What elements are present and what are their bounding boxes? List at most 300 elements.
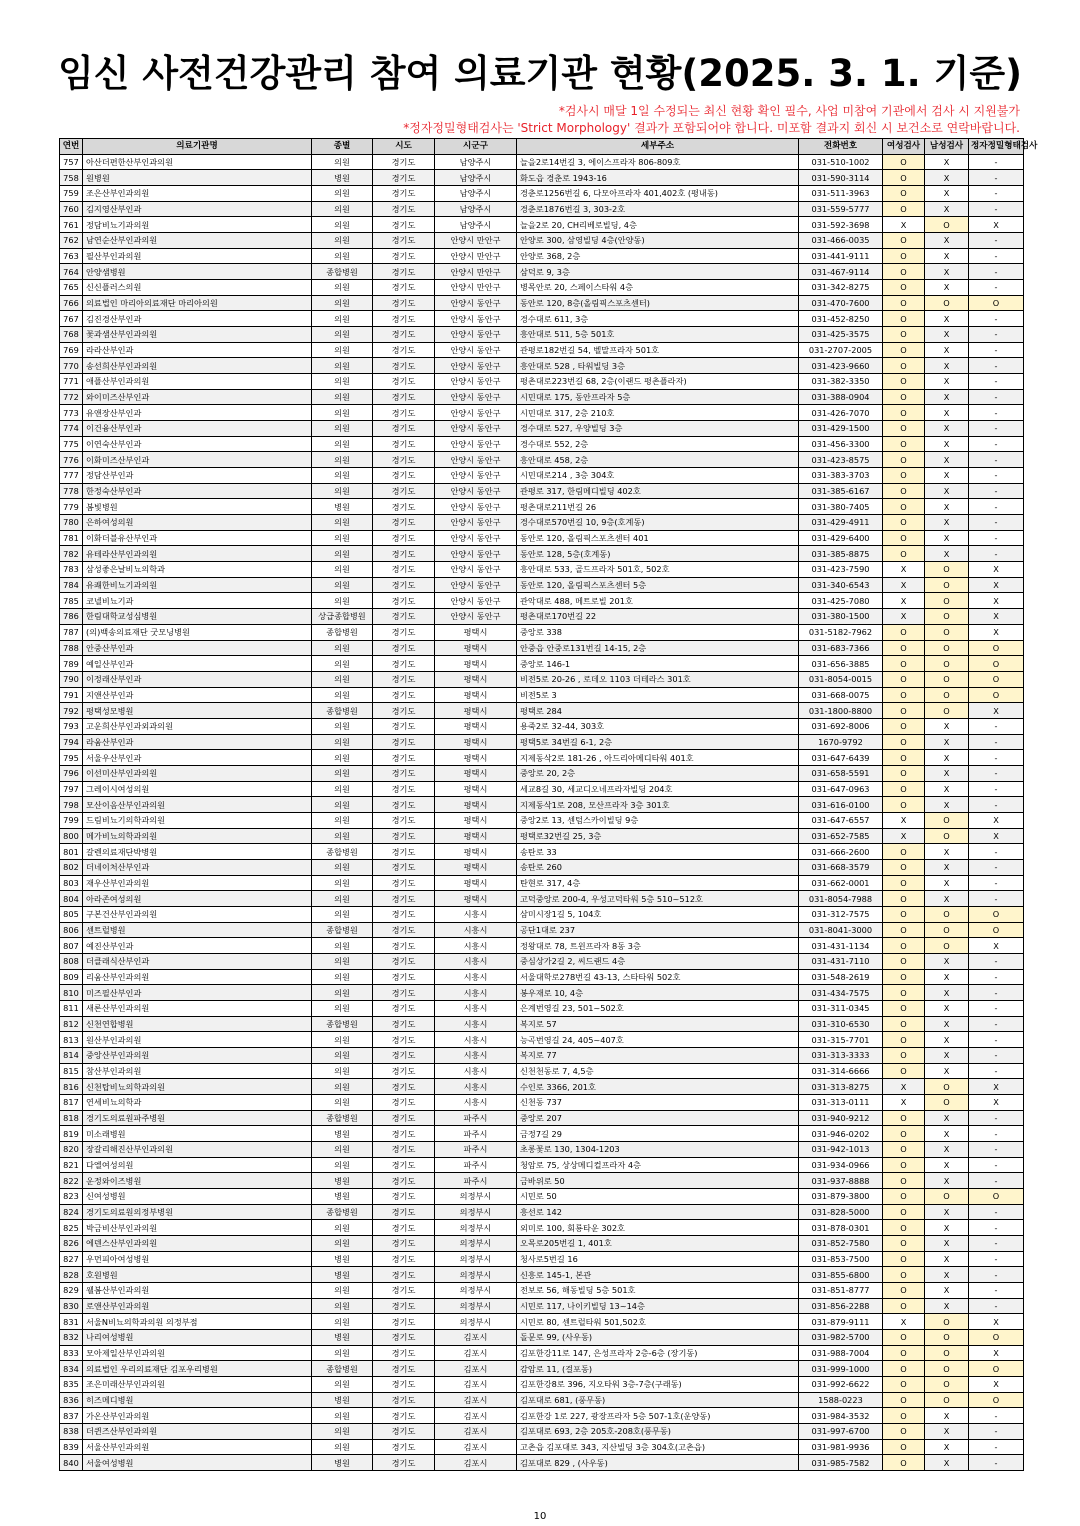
table-row: [60, 891, 1024, 907]
cell-female-test: X: [883, 828, 925, 844]
cell-address: 김포대로 681, (풍무동): [517, 1392, 799, 1408]
cell-name: 김진경산부인과: [83, 311, 312, 327]
cell-phone: 031-668-3579: [799, 859, 883, 875]
cell-name: 참산부인과의원: [83, 1063, 312, 1079]
cell-name: 애플산부인과의원: [83, 374, 312, 390]
cell-name: 안중산부인과: [83, 640, 312, 656]
cell-morphology-test: O: [969, 1189, 1024, 1205]
cell-male-test: X: [925, 1016, 969, 1032]
cell-morphology-test: -: [969, 1173, 1024, 1189]
cell-male-test: X: [925, 781, 969, 797]
cell-type: 의원: [312, 1063, 373, 1079]
page-number: 10: [533, 1511, 547, 1522]
cell-no: 763: [60, 248, 83, 264]
cell-type: 의원: [312, 389, 373, 405]
cell-male-test: O: [925, 1189, 969, 1205]
cell-morphology-test: -: [969, 483, 1024, 499]
cell-city: 평택시: [435, 891, 517, 907]
cell-type: 병원: [312, 1392, 373, 1408]
cell-female-test: X: [883, 562, 925, 578]
cell-morphology-test: X: [969, 1377, 1024, 1393]
cell-province: 경기도: [373, 687, 435, 703]
cell-no: 815: [60, 1063, 83, 1079]
cell-address: 시민대로 175, 동안프라자 5층: [517, 389, 799, 405]
cell-phone: 031-851-8777: [799, 1283, 883, 1299]
cell-male-test: X: [925, 1173, 969, 1189]
cell-province: 경기도: [373, 389, 435, 405]
cell-male-test: X: [925, 1000, 969, 1016]
table-row: [60, 264, 1024, 280]
cell-province: 경기도: [373, 859, 435, 875]
cell-address: 김포대로 829 , (사우동): [517, 1455, 799, 1471]
cell-city: 평택시: [435, 859, 517, 875]
cell-address: 중앙2로 13, 센텀스카이빌딩 9층: [517, 812, 799, 828]
cell-address: 청사로5번길 16: [517, 1251, 799, 1267]
cell-city: 안양시 동안구: [435, 311, 517, 327]
cell-morphology-test: -: [969, 859, 1024, 875]
cell-type: 종합병원: [312, 1016, 373, 1032]
cell-female-test: O: [883, 1157, 925, 1173]
cell-morphology-test: -: [969, 985, 1024, 1001]
cell-type: 의원: [312, 577, 373, 593]
cell-no: 795: [60, 750, 83, 766]
table-row: [60, 499, 1024, 515]
cell-no: 828: [60, 1267, 83, 1283]
table-row: [60, 1236, 1024, 1252]
cell-female-test: O: [883, 640, 925, 656]
cell-female-test: O: [883, 1189, 925, 1205]
cell-no: 818: [60, 1110, 83, 1126]
cell-address: 동안로 120, 올림픽스포츠센터 401: [517, 530, 799, 546]
cell-name: 그레이시여성의원: [83, 781, 312, 797]
cell-phone: 031-423-9660: [799, 358, 883, 374]
cell-name: 더네이처산부인과: [83, 859, 312, 875]
cell-address: 지제동삭2로 181-26 , 아드리아메디타워 401호: [517, 750, 799, 766]
cell-type: 의원: [312, 342, 373, 358]
table-row: [60, 734, 1024, 750]
cell-phone: 031-878-0301: [799, 1220, 883, 1236]
cell-type: 의원: [312, 1142, 373, 1158]
cell-name: 은하여성의원: [83, 515, 312, 531]
cell-no: 825: [60, 1220, 83, 1236]
cell-female-test: O: [883, 295, 925, 311]
cell-province: 경기도: [373, 1204, 435, 1220]
cell-no: 761: [60, 217, 83, 233]
cell-female-test: O: [883, 1267, 925, 1283]
cell-name: 경기도의료원의정부병원: [83, 1204, 312, 1220]
cell-phone: 031-311-0345: [799, 1000, 883, 1016]
cell-address: 병목안로 20, 스페이스타워 4층: [517, 280, 799, 296]
cell-phone: 031-456-3300: [799, 436, 883, 452]
cell-city: 남양주시: [435, 154, 517, 170]
cell-male-test: O: [925, 938, 969, 954]
cell-female-test: O: [883, 311, 925, 327]
cell-morphology-test: X: [969, 593, 1024, 609]
cell-female-test: O: [883, 1455, 925, 1471]
table-row: [60, 342, 1024, 358]
cell-morphology-test: O: [969, 671, 1024, 687]
cell-province: 경기도: [373, 374, 435, 390]
cell-female-test: O: [883, 201, 925, 217]
cell-no: 782: [60, 546, 83, 562]
cell-morphology-test: -: [969, 374, 1024, 390]
cell-type: 병원: [312, 1126, 373, 1142]
table-row: [60, 969, 1024, 985]
cell-type: 의원: [312, 671, 373, 687]
cell-male-test: X: [925, 1110, 969, 1126]
cell-province: 경기도: [373, 906, 435, 922]
table-row: [60, 1251, 1024, 1267]
cell-address: 용죽2로 32-44, 303호: [517, 718, 799, 734]
table-row: [60, 640, 1024, 656]
cell-address: 평택5로 34번길 6-1, 2층: [517, 734, 799, 750]
cell-type: 의원: [312, 1094, 373, 1110]
cell-female-test: O: [883, 436, 925, 452]
cell-no: 798: [60, 797, 83, 813]
cell-address: 김포한강 1로 227, 광장프라자 5층 507-1호(운양동): [517, 1408, 799, 1424]
table-row: [60, 875, 1024, 891]
cell-address: 청암로 75, 상상메디컬프라자 4층: [517, 1157, 799, 1173]
cell-province: 경기도: [373, 1267, 435, 1283]
table-row: [60, 1016, 1024, 1032]
cell-male-test: X: [925, 1236, 969, 1252]
cell-male-test: X: [925, 530, 969, 546]
cell-phone: 031-668-0075: [799, 687, 883, 703]
cell-morphology-test: -: [969, 1408, 1024, 1424]
cell-phone: 1670-9792: [799, 734, 883, 750]
cell-name: 리움산부인과의원: [83, 969, 312, 985]
cell-female-test: O: [883, 327, 925, 343]
cell-morphology-test: O: [969, 1361, 1024, 1377]
cell-type: 종합병원: [312, 624, 373, 640]
cell-type: 의원: [312, 327, 373, 343]
cell-male-test: O: [925, 1361, 969, 1377]
notice-line-1: *검사시 매달 1일 수정되는 최신 현황 확인 필수, 사업 미참여 기관에서 검사 시 지원불가: [558, 104, 1020, 118]
cell-province: 경기도: [373, 154, 435, 170]
cell-address: 동안로 120, 8층(올림픽스포츠센터): [517, 295, 799, 311]
table-row: [60, 1267, 1024, 1283]
cell-male-test: O: [925, 656, 969, 672]
cell-type: 종합병원: [312, 1110, 373, 1126]
cell-female-test: O: [883, 1126, 925, 1142]
cell-female-test: O: [883, 703, 925, 719]
cell-phone: 031-982-5700: [799, 1330, 883, 1346]
cell-city: 의정부시: [435, 1236, 517, 1252]
cell-city: 안양시 동안구: [435, 577, 517, 593]
cell-morphology-test: X: [969, 1079, 1024, 1095]
cell-no: 790: [60, 671, 83, 687]
cell-address: 외미로 100, 회룡타운 302호: [517, 1220, 799, 1236]
cell-male-test: X: [925, 750, 969, 766]
cell-no: 786: [60, 609, 83, 625]
cell-phone: 031-692-8006: [799, 718, 883, 734]
cell-city: 파주시: [435, 1110, 517, 1126]
table-row: [60, 452, 1024, 468]
cell-female-test: O: [883, 170, 925, 186]
cell-address: 화도읍 경춘로 1943-16: [517, 170, 799, 186]
cell-province: 경기도: [373, 1314, 435, 1330]
cell-province: 경기도: [373, 421, 435, 437]
cell-type: 의원: [312, 421, 373, 437]
cell-province: 경기도: [373, 499, 435, 515]
cell-male-test: X: [925, 859, 969, 875]
cell-male-test: X: [925, 1126, 969, 1142]
cell-male-test: X: [925, 154, 969, 170]
cell-female-test: O: [883, 969, 925, 985]
cell-female-test: O: [883, 985, 925, 1001]
cell-male-test: O: [925, 1094, 969, 1110]
cell-province: 경기도: [373, 1345, 435, 1361]
cell-morphology-test: -: [969, 154, 1024, 170]
cell-name: 꽃과샘산부인과의원: [83, 327, 312, 343]
cell-morphology-test: -: [969, 327, 1024, 343]
cell-female-test: O: [883, 1000, 925, 1016]
cell-province: 경기도: [373, 1142, 435, 1158]
cell-province: 경기도: [373, 1298, 435, 1314]
cell-city: 안양시 동안구: [435, 468, 517, 484]
cell-male-test: O: [925, 687, 969, 703]
cell-no: 817: [60, 1094, 83, 1110]
cell-morphology-test: -: [969, 1251, 1024, 1267]
cell-phone: 031-8054-0015: [799, 671, 883, 687]
cell-morphology-test: -: [969, 891, 1024, 907]
cell-female-test: O: [883, 468, 925, 484]
cell-province: 경기도: [373, 1110, 435, 1126]
cell-name: 중앙산부인과의원: [83, 1047, 312, 1063]
cell-address: 시민로 80, 센트럴타워 501,502호: [517, 1314, 799, 1330]
cell-male-test: X: [925, 1157, 969, 1173]
cell-city: 시흥시: [435, 938, 517, 954]
cell-name: 라움산부인과: [83, 734, 312, 750]
cell-name: 의료법인 우리의료재단 김포우리병원: [83, 1361, 312, 1377]
cell-province: 경기도: [373, 1079, 435, 1095]
cell-address: 공단1대로 237: [517, 922, 799, 938]
cell-type: 의원: [312, 765, 373, 781]
cell-female-test: O: [883, 389, 925, 405]
cell-type: 의원: [312, 1439, 373, 1455]
cell-male-test: X: [925, 1204, 969, 1220]
cell-city: 김포시: [435, 1361, 517, 1377]
cell-city: 안양시 동안구: [435, 483, 517, 499]
cell-phone: 031-314-6666: [799, 1063, 883, 1079]
cell-male-test: X: [925, 1267, 969, 1283]
cell-address: 김포한강8로 396, 지오타워 3층-7층(구래동): [517, 1377, 799, 1393]
cell-no: 787: [60, 624, 83, 640]
cell-name: 우먼피아여성병원: [83, 1251, 312, 1267]
cell-female-test: O: [883, 499, 925, 515]
table-row: [60, 562, 1024, 578]
table-row: [60, 953, 1024, 969]
cell-morphology-test: -: [969, 248, 1024, 264]
table-row: [60, 1314, 1024, 1330]
cell-female-test: O: [883, 280, 925, 296]
cell-city: 김포시: [435, 1439, 517, 1455]
cell-female-test: O: [883, 1377, 925, 1393]
cell-morphology-test: -: [969, 1236, 1024, 1252]
cell-no: 800: [60, 828, 83, 844]
cell-type: 의원: [312, 718, 373, 734]
table-row: [60, 217, 1024, 233]
cell-no: 759: [60, 186, 83, 202]
cell-name: 한림대학교성심병원: [83, 609, 312, 625]
cell-name: 코넬비뇨기과: [83, 593, 312, 609]
cell-phone: 031-342-8275: [799, 280, 883, 296]
cell-name: 필산부인과의원: [83, 248, 312, 264]
cell-name: 새론산부인과의원: [83, 1000, 312, 1016]
cell-phone: 031-452-8250: [799, 311, 883, 327]
cell-type: 의원: [312, 875, 373, 891]
cell-city: 의정부시: [435, 1251, 517, 1267]
cell-phone: 031-658-5591: [799, 765, 883, 781]
cell-no: 807: [60, 938, 83, 954]
cell-province: 경기도: [373, 295, 435, 311]
cell-address: 동안로 120, 올림픽스포츠센터 5층: [517, 577, 799, 593]
cell-address: 복지로 57: [517, 1016, 799, 1032]
cell-province: 경기도: [373, 593, 435, 609]
cell-morphology-test: X: [969, 1094, 1024, 1110]
cell-male-test: O: [925, 640, 969, 656]
cell-no: 771: [60, 374, 83, 390]
cell-morphology-test: -: [969, 969, 1024, 985]
col-header-no: 연번: [60, 139, 83, 155]
cell-province: 경기도: [373, 311, 435, 327]
cell-address: 안양로 368, 2층: [517, 248, 799, 264]
cell-phone: 031-647-0963: [799, 781, 883, 797]
col-header-city: 시군구: [435, 139, 517, 155]
cell-female-test: O: [883, 1047, 925, 1063]
cell-city: 시흥시: [435, 1016, 517, 1032]
cell-female-test: O: [883, 1063, 925, 1079]
cell-female-test: O: [883, 750, 925, 766]
cell-city: 김포시: [435, 1377, 517, 1393]
cell-address: 안양로 300, 삼영빌딩 4층(안양동): [517, 233, 799, 249]
cell-no: 811: [60, 1000, 83, 1016]
cell-city: 남양주시: [435, 186, 517, 202]
cell-address: 중앙로 338: [517, 624, 799, 640]
cell-no: 824: [60, 1204, 83, 1220]
cell-morphology-test: -: [969, 468, 1024, 484]
cell-province: 경기도: [373, 891, 435, 907]
cell-province: 경기도: [373, 1016, 435, 1032]
cell-morphology-test: -: [969, 546, 1024, 562]
cell-name: 다엘여성의원: [83, 1157, 312, 1173]
cell-province: 경기도: [373, 624, 435, 640]
table-row: [60, 1189, 1024, 1205]
cell-phone: 031-647-6439: [799, 750, 883, 766]
cell-phone: 031-441-9111: [799, 248, 883, 264]
cell-province: 경기도: [373, 1424, 435, 1440]
cell-city: 평택시: [435, 734, 517, 750]
cell-female-test: O: [883, 1204, 925, 1220]
cell-male-test: X: [925, 1220, 969, 1236]
cell-no: 833: [60, 1345, 83, 1361]
cell-province: 경기도: [373, 530, 435, 546]
cell-male-test: X: [925, 844, 969, 860]
cell-morphology-test: -: [969, 1016, 1024, 1032]
cell-phone: 031-423-7590: [799, 562, 883, 578]
table-row: [60, 593, 1024, 609]
cell-male-test: X: [925, 421, 969, 437]
table-row: [60, 295, 1024, 311]
cell-phone: 031-662-0001: [799, 875, 883, 891]
col-header-name: 의료기관명: [83, 139, 312, 155]
cell-city: 평택시: [435, 844, 517, 860]
cell-no: 770: [60, 358, 83, 374]
cell-male-test: X: [925, 264, 969, 280]
cell-address: 흥안대로 458, 2층: [517, 452, 799, 468]
cell-no: 793: [60, 718, 83, 734]
cell-phone: 031-984-3532: [799, 1408, 883, 1424]
cell-address: 봉우재로 10, 4층: [517, 985, 799, 1001]
cell-phone: 031-2707-2005: [799, 342, 883, 358]
cell-city: 안양시 동안구: [435, 609, 517, 625]
cell-female-test: X: [883, 1079, 925, 1095]
cell-phone: 031-313-3333: [799, 1047, 883, 1063]
cell-city: 안양시 동안구: [435, 358, 517, 374]
cell-city: 안양시 동안구: [435, 405, 517, 421]
cell-morphology-test: -: [969, 875, 1024, 891]
cell-province: 경기도: [373, 170, 435, 186]
cell-morphology-test: -: [969, 797, 1024, 813]
cell-city: 안양시 동안구: [435, 374, 517, 390]
cell-female-test: X: [883, 812, 925, 828]
cell-type: 의원: [312, 1157, 373, 1173]
table-row: [60, 609, 1024, 625]
cell-province: 경기도: [373, 1439, 435, 1455]
cell-name: 예진산부인과: [83, 938, 312, 954]
cell-address: 비전5로 20-26 , 로데오 1103 더테라스 301호: [517, 671, 799, 687]
cell-city: 의정부시: [435, 1298, 517, 1314]
cell-city: 시흥시: [435, 985, 517, 1001]
cell-phone: 031-879-3800: [799, 1189, 883, 1205]
cell-phone: 031-380-7405: [799, 499, 883, 515]
cell-address: 감암로 11, (걸포동): [517, 1361, 799, 1377]
cell-male-test: O: [925, 295, 969, 311]
cell-male-test: X: [925, 797, 969, 813]
cell-phone: 031-382-3350: [799, 374, 883, 390]
cell-address: 고덕중앙로 200-4, 우성고덕타워 5층 510~512호: [517, 891, 799, 907]
cell-name: 재우산부인과의원: [83, 875, 312, 891]
cell-address: 관평로182번길 54, 벨말프라자 501호: [517, 342, 799, 358]
cell-name: 신천연합병원: [83, 1016, 312, 1032]
cell-province: 경기도: [373, 1157, 435, 1173]
cell-city: 안양시 만안구: [435, 248, 517, 264]
cell-city: 평택시: [435, 718, 517, 734]
cell-address: 관평로 317, 한림메디빌딩 402호: [517, 483, 799, 499]
cell-female-test: O: [883, 248, 925, 264]
cell-name: 서울우산부인과: [83, 750, 312, 766]
cell-address: 늘을2로 20, CH리베로빌딩, 4층: [517, 217, 799, 233]
cell-province: 경기도: [373, 1220, 435, 1236]
cell-city: 평택시: [435, 828, 517, 844]
cell-city: 안양시 동안구: [435, 295, 517, 311]
cell-city: 의정부시: [435, 1204, 517, 1220]
cell-no: 773: [60, 405, 83, 421]
cell-address: 신천동 737: [517, 1094, 799, 1110]
cell-type: 의원: [312, 656, 373, 672]
cell-name: 미즈필산부인과: [83, 985, 312, 1001]
cell-type: 의원: [312, 1298, 373, 1314]
cell-phone: 031-985-7582: [799, 1455, 883, 1471]
cell-male-test: X: [925, 374, 969, 390]
table-row: [60, 750, 1024, 766]
table-row: [60, 703, 1024, 719]
cell-no: 831: [60, 1314, 83, 1330]
cell-name: 유테라산부인과의원: [83, 546, 312, 562]
cell-female-test: O: [883, 515, 925, 531]
cell-city: 의정부시: [435, 1220, 517, 1236]
cell-phone: 031-511-3963: [799, 186, 883, 202]
